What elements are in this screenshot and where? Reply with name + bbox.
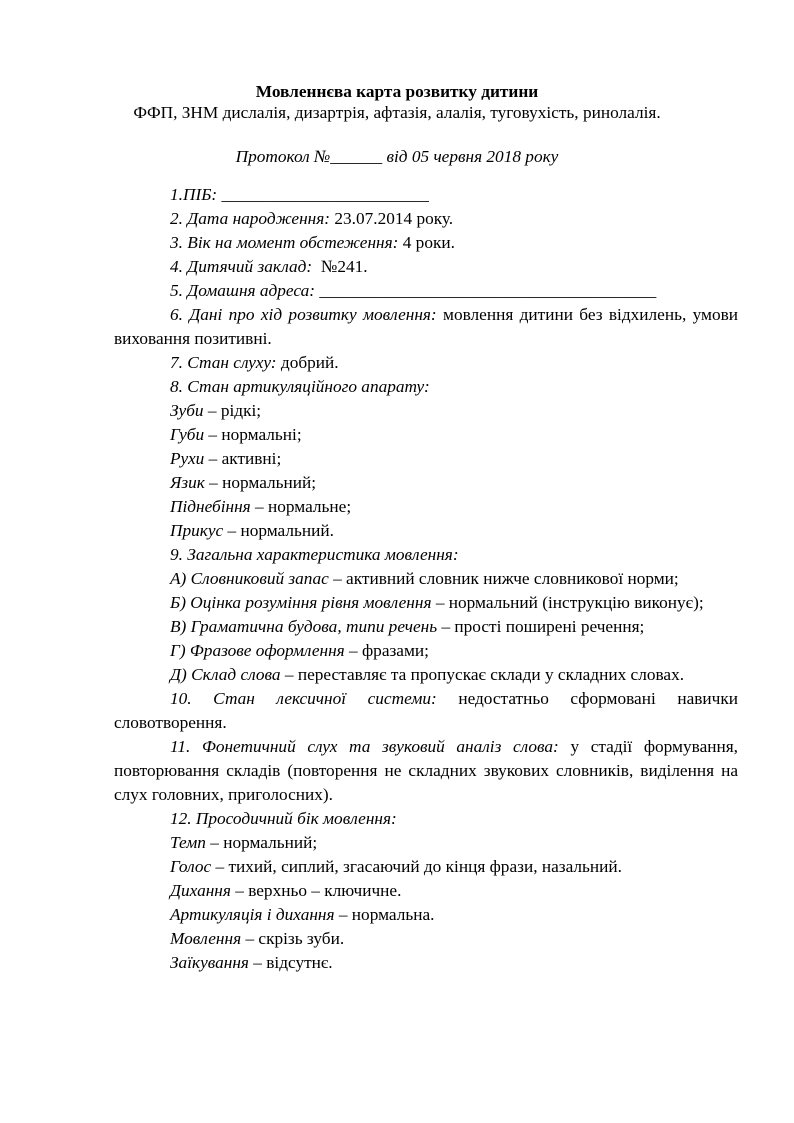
list-item (114, 639, 738, 663)
list-item (114, 927, 738, 951)
section-prosodic: 12. Просодичний бік мовлення: (170, 809, 397, 828)
list-item (114, 591, 738, 615)
list-item (114, 567, 738, 591)
item-value: – тихий, сиплий, згасаючий до кінця фрази, назальний. (215, 857, 622, 876)
item-label: Темп (170, 833, 206, 852)
item-label: Прикус (170, 521, 224, 540)
item-value: – нормальні; (208, 425, 302, 444)
item-value: – скрізь зуби. (245, 929, 345, 948)
list-item (114, 399, 738, 423)
list-item (114, 903, 738, 927)
prosodic-list (114, 831, 738, 975)
list-item (114, 615, 738, 639)
list-item (114, 495, 738, 519)
item-label: В) Граматична будова, типи речень (170, 617, 438, 636)
item-value: – верхньо – ключичне. (235, 881, 402, 900)
document-subtitle: ФФП, ЗНМ дислалія, дизартрія, афтазія, алалія, туговухість, ринолалія. (133, 103, 661, 122)
field-pib: 1.ПІБ: ________________________ (170, 185, 429, 204)
item-label: Артикуляція і дихання (170, 905, 335, 924)
item-label: Рухи (170, 449, 205, 468)
item-value: – нормальний. (227, 521, 334, 540)
item-value: – нормальний; (209, 473, 317, 492)
document-title: Мовленнєва карта розвитку дитини (255, 82, 539, 101)
item-label: Мовлення (170, 929, 242, 948)
field-birth-date: 2. Дата народження: 23.07.2014 року. (170, 209, 454, 228)
field-age: 3. Вік на момент обстеження: 4 роки. (170, 233, 455, 252)
field-lexical: 10. Стан лексичної системи: недостатньо сформовані навички словотворення. (114, 689, 738, 732)
item-label: Піднебіння (170, 497, 251, 516)
list-item (114, 471, 738, 495)
item-value: – активні; (208, 449, 282, 468)
articulation-list (114, 399, 738, 543)
list-item (114, 447, 738, 471)
field-phonetic: 11. Фонетичний слух та звуковий аналіз слова: у стадії формування, повторювання складів (повторення не складних звукових словників, виділення на слух головних, приголосних). (114, 737, 739, 804)
list-item (114, 519, 738, 543)
document-body (114, 183, 738, 975)
item-label: Заїкування (170, 953, 249, 972)
protocol-line: Протокол №______ від 05 червня 2018 року (235, 147, 559, 166)
item-value: – рідкі; (207, 401, 262, 420)
item-label: Д) Склад слова (170, 665, 281, 684)
item-value: – відсутнє. (253, 953, 333, 972)
list-item (114, 855, 738, 879)
item-value: – нормальна. (338, 905, 435, 924)
item-value: – активний словник нижче словникової норми; (333, 569, 679, 588)
field-address: 5. Домашня адреса: _______________________________________ (170, 281, 657, 300)
field-speech-development: 6. Дані про хід розвитку мовлення: мовлення дитини без відхилень, умови виховання позитивні. (114, 305, 739, 348)
item-label: Дихання (170, 881, 231, 900)
item-label: Губи (170, 425, 205, 444)
item-label: Б) Оцінка розуміння рівня мовлення (170, 593, 432, 612)
list-item (114, 879, 738, 903)
item-value: – нормальне; (255, 497, 352, 516)
list-item (114, 831, 738, 855)
general-list (114, 567, 738, 687)
item-label: Зуби (170, 401, 204, 420)
item-label: Язик (170, 473, 205, 492)
item-label: Голос (170, 857, 212, 876)
section-articulation: 8. Стан артикуляційного апарату: (170, 377, 430, 396)
list-item (114, 423, 738, 447)
list-item (114, 663, 738, 687)
item-value: – фразами; (349, 641, 429, 660)
item-value: – прості поширені речення; (441, 617, 645, 636)
section-general: 9. Загальна характеристика мовлення: (170, 545, 459, 564)
field-institution: 4. Дитячий заклад: №241. (170, 257, 368, 276)
list-item (114, 951, 738, 975)
item-label: Г) Фразове оформлення (170, 641, 345, 660)
item-label: А) Словниковий запас (170, 569, 329, 588)
item-value: – переставляє та пропускає склади у складних словах. (284, 665, 685, 684)
item-value: – нормальний; (210, 833, 318, 852)
item-value: – нормальний (інструкцію виконує); (435, 593, 704, 612)
field-hearing: 7. Стан слуху: добрий. (170, 353, 339, 372)
